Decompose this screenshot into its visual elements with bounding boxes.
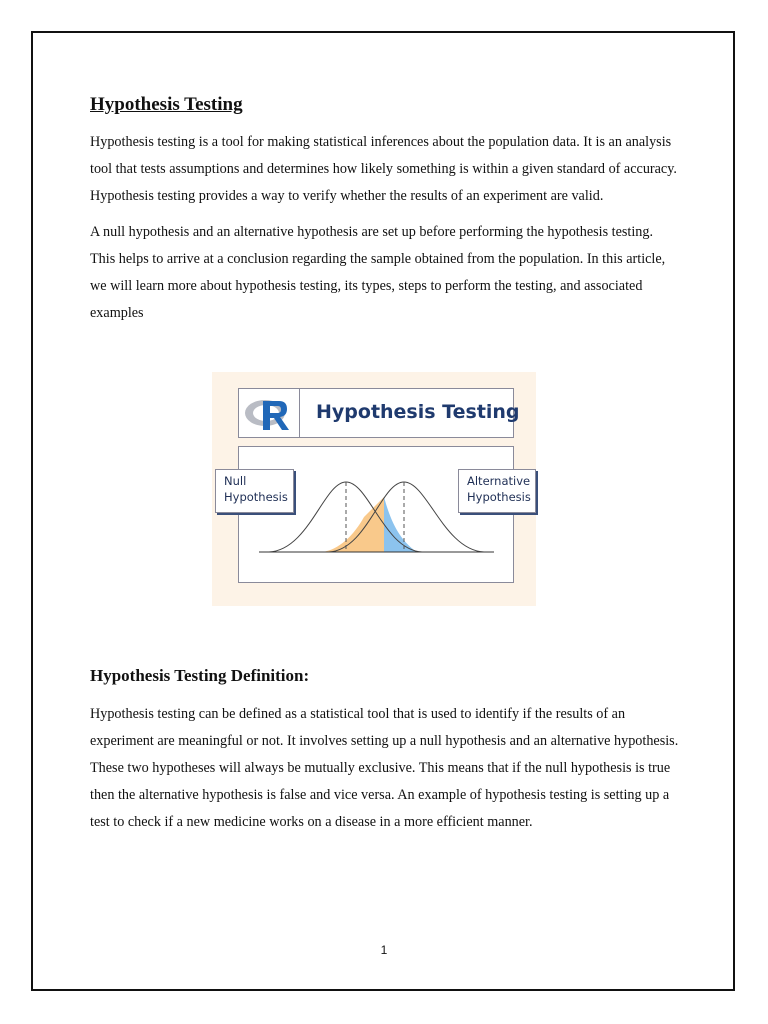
document-body — [90, 92, 680, 327]
orange-rejection-region — [322, 497, 384, 552]
overview-paragraph: A null hypothesis and an alternative hypothesis are set up before performing the hypothesis testing. This helps to arrive at a conclusion regarding the sample obtained from the population. In this article, we will learn more about hypothesis testing, its types, steps to perform the testing, and associated examples — [90, 224, 666, 321]
document-title: Hypothesis Testing — [90, 94, 243, 115]
distribution-plot — [238, 446, 514, 583]
alt-label-line2: Hypothesis — [467, 490, 531, 504]
page-number: 1 — [380, 943, 388, 957]
r-logo-box — [239, 389, 300, 437]
definition-heading: Hypothesis Testing Definition: — [90, 666, 310, 685]
distribution-curves — [239, 447, 515, 584]
definition-section — [90, 701, 680, 836]
alternative-hypothesis-label — [458, 469, 536, 513]
hypothesis-testing-figure — [212, 372, 536, 606]
intro-paragraph: Hypothesis testing is a tool for making statistical inferences about the population data. It is an analysis tool that tests assumptions and determines how likely something is within a given standard of accuracy. Hypothesis testing provides a way to verify whether the results of an experiment are valid. — [90, 134, 677, 204]
null-label-line1: Null — [224, 474, 247, 488]
figure-header — [238, 388, 520, 438]
null-label-line2: Hypothesis — [224, 490, 288, 504]
definition-paragraph: Hypothesis testing can be defined as a statistical tool that is used to identify if the results of an experiment are meaningful or not. It involves setting up a null hypothesis and an alternative hypothesis. These two hypotheses will always be mutually exclusive. This means that if the null hypothesis is true then the alternative hypothesis is false and vice versa. An example of hypothesis testing is setting up a test to check if a new medicine works on a disease in a more efficient manner. — [90, 706, 679, 830]
null-hypothesis-label — [215, 469, 294, 513]
blue-rejection-region — [384, 497, 417, 552]
r-logo-icon — [239, 389, 299, 437]
alt-label-line1: Alternative — [467, 474, 531, 488]
figure-title: Hypothesis Testing — [316, 401, 520, 423]
